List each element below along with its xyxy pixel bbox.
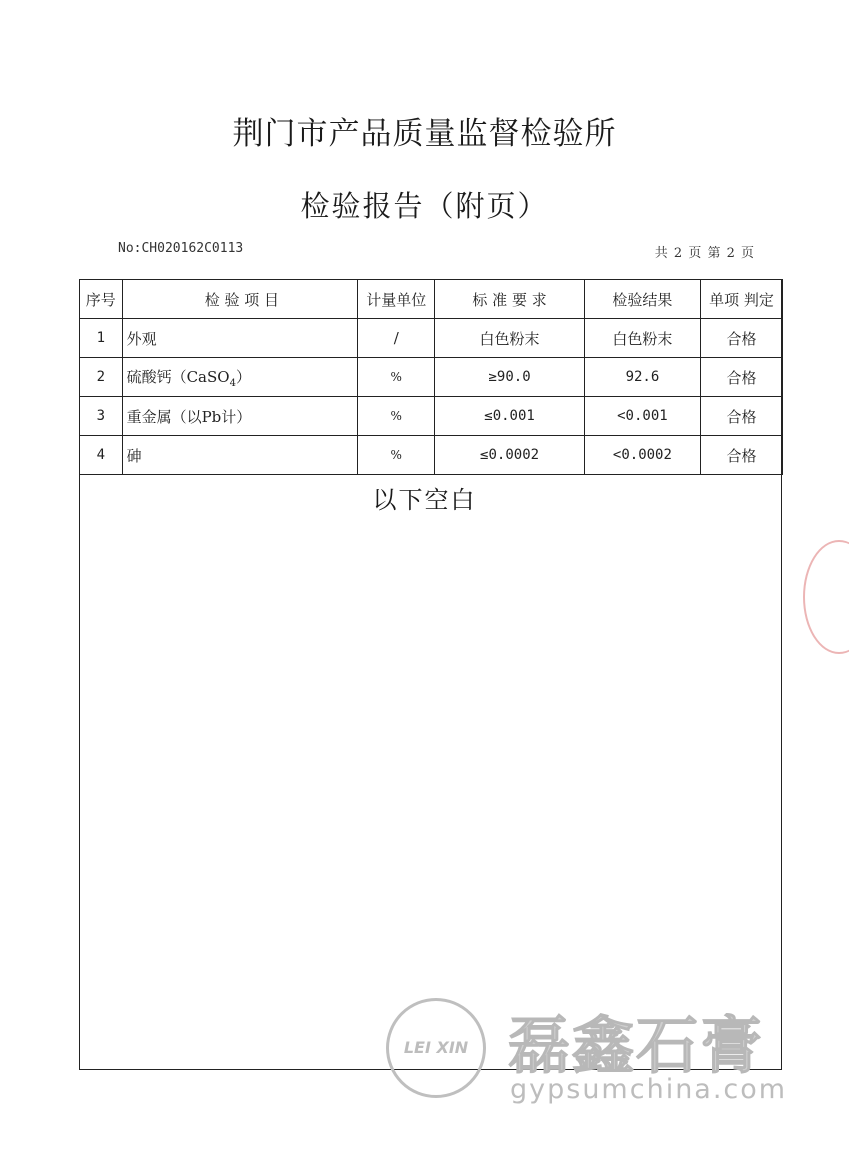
table-row <box>80 397 783 436</box>
watermark-logo-text: LEI XIN <box>403 1038 469 1057</box>
row-serial: 1 <box>80 319 123 358</box>
watermark-url: gypsumchina.com <box>510 1074 788 1105</box>
row-unit: % <box>358 358 435 397</box>
table-row <box>80 358 783 397</box>
row-item-tail: ） <box>235 367 251 386</box>
table-header-row <box>80 280 783 319</box>
row-serial: 4 <box>80 436 123 475</box>
row-unit: / <box>358 319 435 358</box>
row-standard: ≤0.0002 <box>435 436 585 475</box>
row-item: 重金属（以Pb计） <box>122 397 358 436</box>
row-result: 92.6 <box>584 358 700 397</box>
row-standard: ≤0.001 <box>435 397 585 436</box>
row-unit: % <box>358 397 435 436</box>
row-item <box>122 358 358 397</box>
watermark-logo <box>386 998 486 1098</box>
header-result: 检验结果 <box>584 280 700 319</box>
report-number: No:CH020162C0113 <box>118 241 244 256</box>
header-judgement: 单项 判定 <box>700 280 782 319</box>
table-row <box>80 436 783 475</box>
row-judgement: 合格 <box>700 436 782 475</box>
header-serial: 序号 <box>80 280 123 319</box>
row-serial: 2 <box>80 358 123 397</box>
blank-below-note: 以下空白 <box>372 486 477 514</box>
row-standard: 白色粉末 <box>435 319 585 358</box>
row-item-text: 硫酸钙（CaSO <box>126 367 230 386</box>
page-count: 共 2 页 第 2 页 <box>654 246 755 261</box>
row-result: <0.0002 <box>584 436 700 475</box>
report-title: 检验报告（附页） <box>300 189 549 223</box>
header-standard: 标 准 要 求 <box>435 280 585 319</box>
watermark-brand: 磊鑫石膏 <box>508 1009 765 1082</box>
row-item-subscript: 4 <box>229 377 236 389</box>
row-standard: ≥90.0 <box>435 358 585 397</box>
row-result: <0.001 <box>584 397 700 436</box>
institute-title: 荆门市产品质量监督检验所 <box>232 116 617 152</box>
row-judgement: 合格 <box>700 397 782 436</box>
header-item: 检 验 项 目 <box>122 280 358 319</box>
header-unit: 计量单位 <box>358 280 435 319</box>
results-table <box>79 279 783 475</box>
row-result: 白色粉末 <box>584 319 700 358</box>
table-row <box>80 319 783 358</box>
row-item: 外观 <box>122 319 358 358</box>
row-judgement: 合格 <box>700 319 782 358</box>
row-serial: 3 <box>80 397 123 436</box>
official-stamp-fragment <box>803 540 849 654</box>
row-unit: % <box>358 436 435 475</box>
row-judgement: 合格 <box>700 358 782 397</box>
row-item: 砷 <box>122 436 358 475</box>
